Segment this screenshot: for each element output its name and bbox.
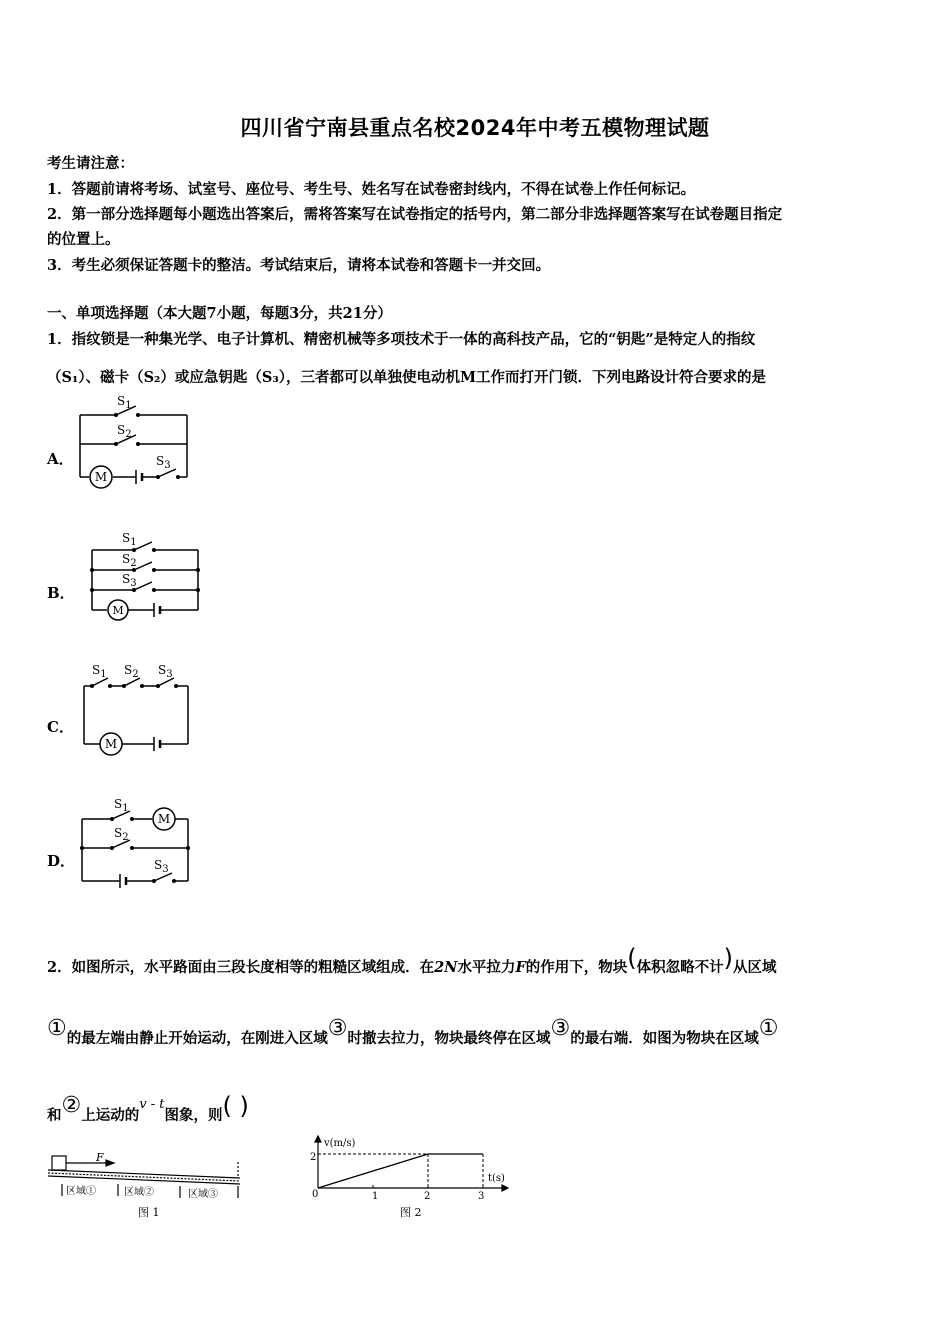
circuit-a-s1-label: S: [117, 394, 126, 408]
q1-stem-line2: （S₁）、磁卡（S₂）或应急钥匙（S₃），三者都可以单独使电动机M工作而打开门锁．下列电路设计符合要求的是: [47, 369, 767, 386]
circuit-a-s2-sub: 2: [125, 429, 132, 440]
block: [52, 1156, 66, 1170]
circuit-a-s3-label: S: [156, 454, 165, 468]
figure-1-zone-2: 区域②: [124, 1187, 154, 1198]
q2-vt-symbol: v - t: [139, 1097, 165, 1112]
q1-stem-line1: 1．指纹锁是一种集光学、电子计算机、精密机械等多项技术于一体的高科技产品，它的“钥匙”是特定人的指纹: [47, 331, 756, 348]
figure-2-x-tick-2: 2: [424, 1191, 431, 1202]
q2-text-3: 的作用下，物块: [525, 959, 628, 976]
q2-text-11: 图象，则: [164, 1107, 223, 1124]
circuit-c-motor-label: M: [104, 737, 118, 751]
figure-1-caption: 图 1: [138, 1206, 160, 1219]
circuit-b-s2-sub: 2: [130, 558, 137, 569]
svg-text:S2: [117, 423, 132, 440]
q2-region-3-mark-2: ③: [550, 1016, 571, 1041]
figure-2-y-label: v(m/s): [324, 1138, 356, 1149]
option-b-label: B．: [47, 584, 75, 602]
circuit-d-s3-sub: 3: [162, 864, 169, 875]
notice-item-1: 1．答题前请将考场、试室号、座位号、考生号、姓名写在试卷密封线内，不得在试卷上作任何标记。: [47, 181, 696, 198]
figure-1: [44, 1148, 254, 1223]
circuit-d-s2-sub: 2: [122, 832, 129, 843]
q2-region-3-mark: ③: [327, 1016, 348, 1041]
circuit-b-s1-sub: 1: [130, 537, 137, 548]
svg-text:S3: [154, 858, 169, 875]
circuit-b-s3-label: S: [122, 572, 131, 586]
option-d-label: D．: [47, 852, 76, 870]
notice-heading: 考生请注意：: [47, 155, 134, 172]
notice-item-3: 3．考生必须保证答题卡的整洁。考试结束后，请将本试卷和答题卡一并交回。: [47, 257, 551, 274]
circuit-b-motor-label: M: [112, 604, 124, 617]
circuit-a-s1-sub: 1: [125, 400, 132, 411]
circuit-b-s2-label: S: [122, 552, 131, 566]
circuit-c-s3-label: S: [158, 663, 167, 677]
circuit-b-diagram: [82, 530, 212, 630]
figure-2-x-tick-1: 1: [372, 1191, 379, 1202]
circuit-c-s2-sub: 2: [132, 669, 139, 680]
option-c-label: C．: [47, 718, 74, 736]
q2-force: 2N: [434, 959, 458, 976]
q2-region-2-mark: ②: [61, 1093, 82, 1118]
option-a-label: A．: [47, 450, 74, 468]
notice-item-2: 2．第一部分选择题每小题选出答案后，需将答案写在试卷指定的括号内，第二部分非选择题答案写在试卷题目指定: [47, 206, 783, 223]
notice-item-2-cont: 的位置上。: [47, 231, 120, 248]
circuit-c-s1-sub: 1: [100, 669, 107, 680]
q2-text-10: 上运动的: [81, 1107, 140, 1124]
svg-text:S2: [114, 826, 129, 843]
q2-text-1: 2．如图所示，水平路面由三段长度相等的粗糙区域组成．在: [47, 959, 435, 976]
figure-2-y-tick-2: 2: [310, 1152, 317, 1163]
circuit-c-s2-label: S: [124, 663, 133, 677]
figure-2-caption: 图 2: [400, 1206, 422, 1219]
figure-1-zone-1: 区域①: [66, 1186, 96, 1197]
q2-text-5: 从区域: [732, 959, 777, 976]
circuit-a-motor-label: M: [94, 470, 108, 484]
figure-1-zone-3: 区域③: [188, 1189, 218, 1200]
vt-segment-1: [318, 1154, 428, 1188]
circuit-d-s3-label: S: [154, 858, 163, 872]
q2-force-symbol: F: [515, 959, 526, 976]
circuit-d-s1-sub: 1: [122, 803, 129, 814]
svg-text:S3: [158, 663, 173, 680]
q2-region-1-mark-2: ①: [758, 1016, 779, 1041]
q2-text-6: 的最左端由静止开始运动，在刚进入区域: [66, 1030, 328, 1047]
q2-region-1-mark: ①: [47, 1016, 67, 1041]
circuit-d-s2-label: S: [114, 826, 123, 840]
svg-text:S2: [124, 663, 139, 680]
circuit-d-diagram: [74, 795, 204, 895]
svg-text:S1: [117, 394, 132, 411]
svg-text:S2: [122, 552, 137, 569]
q2-stem-line1: [47, 944, 776, 977]
circuit-d-s1-label: S: [114, 797, 123, 811]
svg-text:S1: [122, 531, 137, 548]
q2-paren-open: (: [627, 944, 637, 972]
svg-text:S1: [114, 797, 129, 814]
circuit-c-diagram: [76, 660, 206, 760]
q2-stem-line3: [47, 1092, 249, 1125]
q2-text-8: 的最右端．如图为物块在区域: [570, 1030, 759, 1047]
q2-text-7: 时撤去拉力，物块最终停在区域: [347, 1030, 551, 1047]
circuit-b-s3-sub: 3: [130, 578, 137, 589]
figure-2-origin: 0: [312, 1189, 319, 1200]
circuit-a-s3-sub: 3: [164, 460, 171, 471]
section-heading: 一、单项选择题（本大题7小题，每题3分，共21分）: [47, 305, 392, 322]
circuit-a-diagram: [72, 393, 222, 495]
q2-text-9: 和: [47, 1107, 62, 1124]
figure-2: [304, 1134, 524, 1224]
circuit-c-s3-sub: 3: [166, 669, 173, 680]
svg-text:S1: [92, 663, 107, 680]
circuit-c-s1-label: S: [92, 663, 101, 677]
q2-text-4: 体积忽略不计: [636, 959, 724, 976]
q2-stem-line2: [47, 1016, 778, 1048]
page-title: 四川省宁南县重点名校2024年中考五模物理试题: [240, 116, 710, 140]
q2-paren-close: ): [723, 944, 733, 972]
circuit-d-motor-label: M: [157, 812, 171, 826]
svg-text:S3: [122, 572, 137, 589]
figure-2-x-tick-3: 3: [478, 1191, 485, 1202]
q2-answer-blank: ( ): [222, 1092, 249, 1120]
figure-2-x-label: t(s): [488, 1173, 505, 1184]
circuit-a-s2-label: S: [117, 423, 126, 437]
circuit-b-s1-label: S: [122, 531, 131, 545]
q2-text-2: 水平拉力: [457, 959, 516, 976]
svg-text:S3: [156, 454, 171, 471]
figure-1-force-label: F: [96, 1151, 104, 1164]
